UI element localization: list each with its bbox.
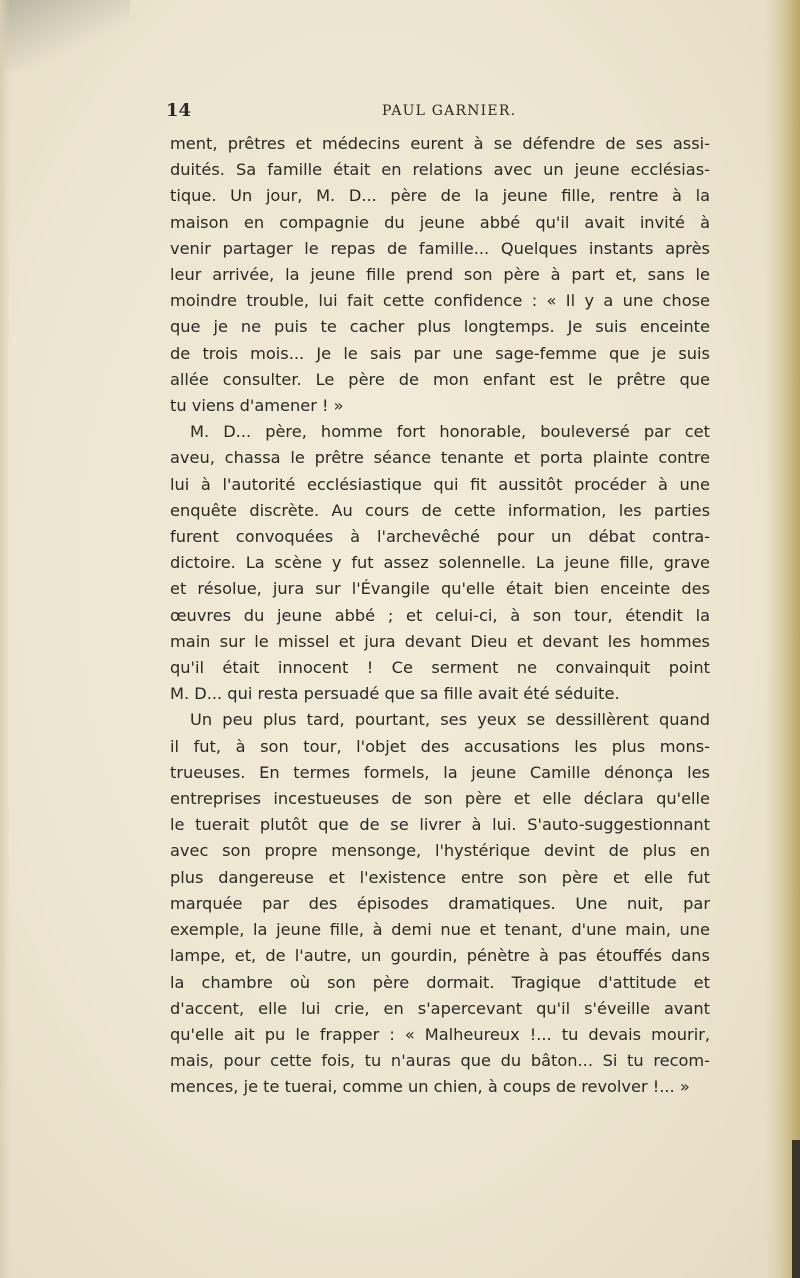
text-line: exemple, la jeune fille, à demi nue et tenant, d'une main, une xyxy=(170,920,710,940)
paragraph xyxy=(170,419,710,707)
text-line: ment, prêtres et médecins eurent à se défendre de ses assi- xyxy=(170,134,710,153)
text-line: enquête discrète. Au cours de cette information, les parties xyxy=(170,500,710,520)
text-line: lui à l'autorité ecclésiastique qui fit aussitôt procéder à une xyxy=(170,474,710,494)
text-line: M. D... père, homme fort honorable, bouleversé par cet xyxy=(190,422,710,442)
text-line: d'accent, elle lui crie, en s'apercevant qu'il s'éveille avant xyxy=(170,998,710,1018)
text-line: qu'il était innocent ! Ce serment ne convainquit point xyxy=(170,658,710,678)
text-line: et résolue, jura sur l'Évangile qu'elle était bien enceinte des xyxy=(170,579,710,599)
text-line: aveu, chassa le prêtre séance tenante et porta plainte contre xyxy=(170,448,710,468)
text-line: moindre trouble, lui fait cette confidence : « Il y a une chose xyxy=(170,291,710,311)
text-line: M. D... qui resta persuadé que sa fille avait été séduite. xyxy=(170,684,620,704)
binding-edge-strip xyxy=(792,1140,800,1278)
text-line: leur arrivée, la jeune fille prend son père à part et, sans le xyxy=(170,265,710,285)
page-number: 14 xyxy=(166,100,192,121)
text-line: tu viens d'amener ! » xyxy=(170,396,344,416)
text-line: maison en compagnie du jeune abbé qu'il avait invité à xyxy=(170,212,710,232)
page-header xyxy=(166,100,711,128)
body-text xyxy=(170,131,710,1101)
text-line: œuvres du jeune abbé ; et celui-ci, à son tour, étendit la xyxy=(170,605,710,625)
text-line: avec son propre mensonge, l'hystérique devint de plus en xyxy=(170,841,710,861)
text-line: venir partager le repas de famille... Quelques instants après xyxy=(170,238,710,258)
text-line: trueuses. En termes formels, la jeune Camille dénonça les xyxy=(170,762,710,782)
text-line: entreprises incestueuses de son père et elle déclara qu'elle xyxy=(170,789,710,809)
text-line: il fut, à son tour, l'objet des accusations les plus mons- xyxy=(170,736,710,756)
text-line: que je ne puis te cacher plus longtemps. Je suis enceinte xyxy=(170,317,710,337)
text-line: allée consulter. Le père de mon enfant est le prêtre que xyxy=(170,369,710,389)
text-line: furent convoquées à l'archevêché pour un débat contra- xyxy=(170,527,710,547)
page-corner-stain xyxy=(0,0,130,70)
text-line: plus dangereuse et l'existence entre son père et elle fut xyxy=(170,867,710,887)
text-line: le tuerait plutôt que de se livrer à lui. S'auto-suggestionnant xyxy=(170,815,710,835)
text-line: lampe, et, de l'autre, un gourdin, pénètre à pas étouffés dans xyxy=(170,946,710,966)
text-line: marquée par des épisodes dramatiques. Une nuit, par xyxy=(170,893,710,913)
text-line: mences, je te tuerai, comme un chien, à coups de revolver !... » xyxy=(170,1077,690,1097)
text-line: de trois mois... Je le sais par une sage-femme que je suis xyxy=(170,343,710,363)
page-left-edge xyxy=(0,0,10,1278)
text-line: la chambre où son père dormait. Tragique d'attitude et xyxy=(170,972,710,992)
text-line: main sur le missel et jura devant Dieu et devant les hommes xyxy=(170,631,710,651)
text-line: Un peu plus tard, pourtant, ses yeux se dessillèrent quand xyxy=(190,710,710,730)
text-line: mais, pour cette fois, tu n'auras que du bâton... Si tu recom- xyxy=(170,1051,710,1071)
paragraph xyxy=(170,131,710,419)
page-right-edge xyxy=(766,0,800,1278)
running-head: PAUL GARNIER. xyxy=(382,103,517,119)
text-line: tique. Un jour, M. D... père de la jeune fille, rentre à la xyxy=(170,186,710,206)
paragraph xyxy=(170,707,710,1100)
text-line: duités. Sa famille était en relations avec un jeune ecclésias- xyxy=(170,160,710,180)
text-line: qu'elle ait pu le frapper : « Malheureux !... tu devais mourir, xyxy=(170,1024,710,1044)
text-line: dictoire. La scène y fut assez solennelle. La jeune fille, grave xyxy=(170,553,710,573)
